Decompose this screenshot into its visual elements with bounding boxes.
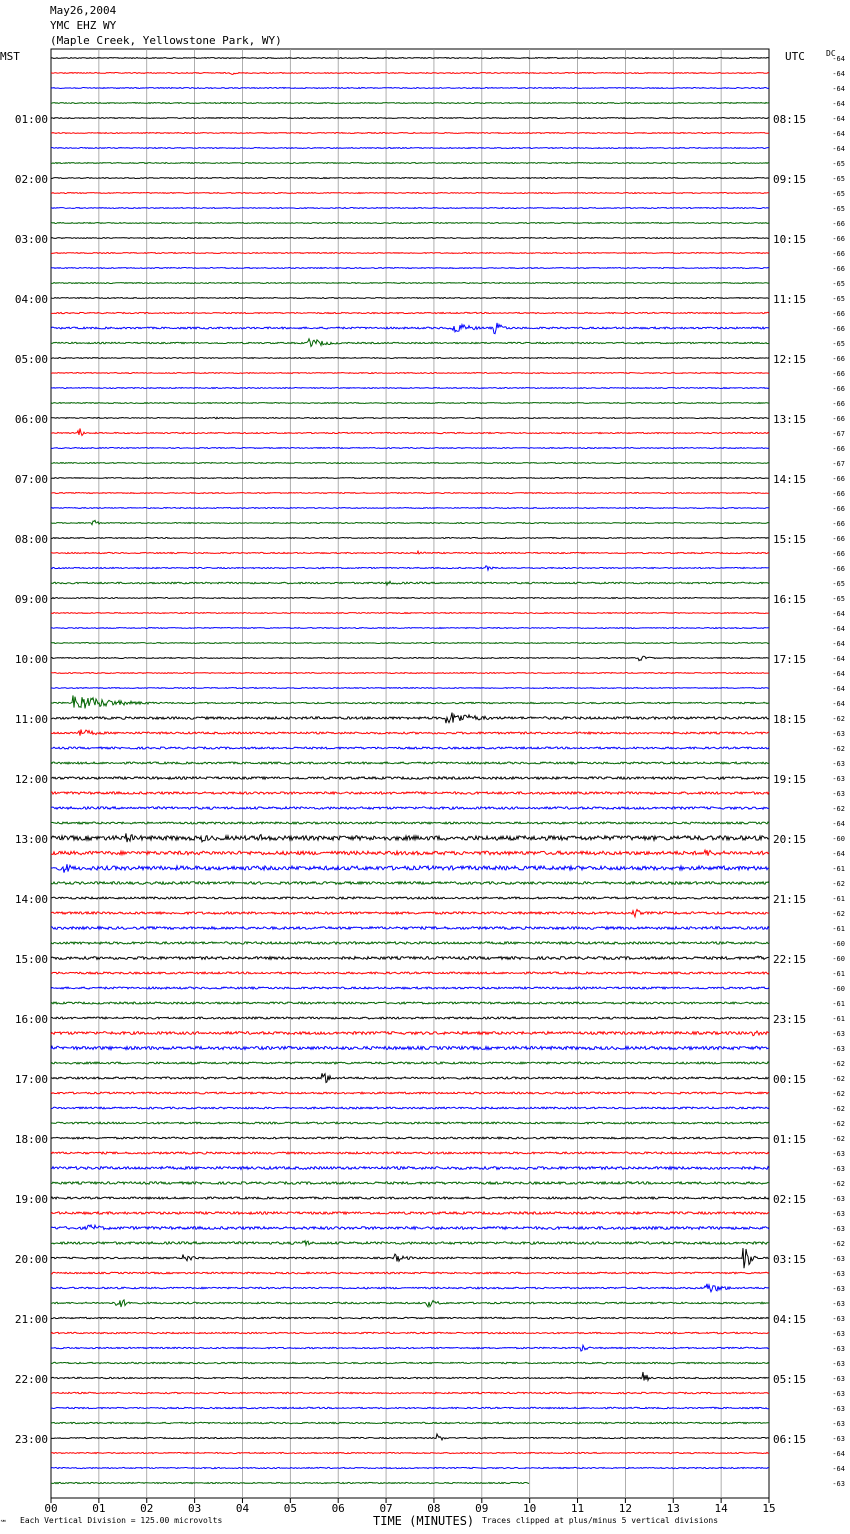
x-tick-label: 14 bbox=[714, 1502, 728, 1515]
utc-label: UTC bbox=[785, 50, 805, 63]
utc-hour-label: 18:15 bbox=[773, 713, 807, 726]
trace-line-63 bbox=[51, 1002, 769, 1004]
trace-line-47 bbox=[51, 762, 769, 764]
x-tick-label: 06 bbox=[331, 1502, 345, 1515]
utc-hour-label: 22:15 bbox=[773, 953, 807, 966]
dc-offset-label: -66 bbox=[832, 220, 845, 228]
trace-line-3 bbox=[51, 103, 769, 104]
dc-offset-label: -64 bbox=[832, 655, 845, 663]
trace-line-68 bbox=[51, 1073, 769, 1082]
dc-offset-label: -66 bbox=[832, 265, 845, 273]
dc-offset-label: -63 bbox=[832, 790, 845, 798]
dc-offset-label: -62 bbox=[832, 1120, 845, 1128]
dc-offset-label: -64 bbox=[832, 625, 845, 633]
trace-line-15 bbox=[51, 283, 769, 284]
x-tick-label: 04 bbox=[235, 1502, 250, 1515]
trace-line-10 bbox=[51, 208, 769, 209]
dc-offset-label: -64 bbox=[832, 700, 845, 708]
dc-offset-label: -61 bbox=[832, 1015, 845, 1023]
trace-line-58 bbox=[51, 927, 769, 930]
x-tick-label: 02 bbox=[140, 1502, 154, 1515]
dc-offset-label: -64 bbox=[832, 685, 845, 693]
dc-offset-label: -60 bbox=[832, 985, 845, 993]
mst-hour-label: 23:00 bbox=[14, 1433, 48, 1446]
dc-offset-label: -66 bbox=[832, 565, 845, 573]
trace-line-79 bbox=[51, 1241, 769, 1245]
dc-offset-label: -63 bbox=[832, 1405, 845, 1413]
dc-offset-label: -61 bbox=[832, 865, 845, 873]
dc-offset-label: -66 bbox=[832, 355, 845, 363]
trace-line-51 bbox=[51, 822, 769, 824]
utc-hour-label: 05:15 bbox=[773, 1373, 807, 1386]
dc-offset-label: -64 bbox=[832, 670, 845, 678]
dc-offset-label: -66 bbox=[832, 505, 845, 513]
trace-line-43 bbox=[51, 695, 769, 708]
trace-line-90 bbox=[51, 1407, 769, 1408]
trace-line-55 bbox=[51, 882, 769, 885]
mst-hour-label: 08:00 bbox=[14, 533, 48, 546]
trace-line-25 bbox=[51, 429, 769, 436]
x-tick-label: 11 bbox=[570, 1502, 585, 1515]
dc-offset-label: -63 bbox=[832, 775, 845, 783]
mst-hour-label: 02:00 bbox=[14, 173, 48, 186]
dc-offset-label: -62 bbox=[832, 910, 845, 918]
trace-line-7 bbox=[51, 163, 769, 164]
dc-offset-label: -62 bbox=[832, 1075, 845, 1083]
dc-offset-label: -64 bbox=[832, 610, 845, 618]
x-tick-label: 09 bbox=[475, 1502, 489, 1515]
plot-frame bbox=[51, 49, 769, 1498]
mst-hour-label: 18:00 bbox=[14, 1133, 48, 1146]
trace-line-53 bbox=[51, 850, 769, 856]
dc-offset-label: -65 bbox=[832, 340, 845, 348]
trace-line-30 bbox=[51, 508, 769, 509]
dc-offset-label: -62 bbox=[832, 805, 845, 813]
trace-line-8 bbox=[51, 178, 769, 179]
mst-hour-label: 06:00 bbox=[14, 413, 48, 426]
trace-line-11 bbox=[51, 223, 769, 224]
mst-hour-label: 21:00 bbox=[14, 1313, 48, 1326]
dc-offset-label: -63 bbox=[832, 1435, 845, 1443]
dc-offset-label: -62 bbox=[832, 715, 845, 723]
dc-offset-label: -64 bbox=[832, 145, 845, 153]
x-tick-label: 01 bbox=[92, 1502, 106, 1515]
dc-offset-label: -63 bbox=[832, 760, 845, 768]
trace-line-5 bbox=[51, 133, 769, 134]
mst-hour-label: 19:00 bbox=[14, 1193, 48, 1206]
utc-hour-label: 20:15 bbox=[773, 833, 807, 846]
dc-offset-label: -63 bbox=[832, 1420, 845, 1428]
x-tick-label: 10 bbox=[523, 1502, 537, 1515]
mst-hour-label: 20:00 bbox=[14, 1253, 48, 1266]
trace-line-18 bbox=[51, 323, 769, 334]
utc-hour-label: 11:15 bbox=[773, 293, 807, 306]
dc-offset-label: -64 bbox=[832, 100, 845, 108]
trace-line-76 bbox=[51, 1197, 769, 1199]
utc-hour-label: 00:15 bbox=[773, 1073, 807, 1086]
dc-offset-label: -62 bbox=[832, 1060, 845, 1068]
trace-line-59 bbox=[51, 942, 769, 944]
trace-line-77 bbox=[51, 1212, 769, 1214]
trace-line-56 bbox=[51, 897, 769, 899]
trace-line-54 bbox=[51, 864, 769, 872]
mst-hour-label: 17:00 bbox=[14, 1073, 48, 1086]
dc-offset-label: -66 bbox=[832, 250, 845, 258]
trace-line-86 bbox=[51, 1345, 769, 1351]
mst-hour-label: 07:00 bbox=[14, 473, 48, 486]
trace-line-67 bbox=[51, 1062, 769, 1064]
utc-hour-label: 14:15 bbox=[773, 473, 807, 486]
trace-line-88 bbox=[51, 1372, 769, 1381]
corner-mark: ℠ bbox=[0, 1519, 8, 1527]
trace-line-2 bbox=[51, 88, 769, 89]
x-tick-label: 15 bbox=[762, 1502, 776, 1515]
dc-offset-label: -63 bbox=[832, 1270, 845, 1278]
dc-offset-label: -66 bbox=[832, 325, 845, 333]
trace-line-26 bbox=[51, 448, 769, 449]
dc-offset-label: -63 bbox=[832, 1390, 845, 1398]
dc-offset-label: -65 bbox=[832, 190, 845, 198]
dc-offset-label: -67 bbox=[832, 430, 845, 438]
trace-line-52 bbox=[51, 833, 769, 842]
utc-hour-label: 19:15 bbox=[773, 773, 807, 786]
dc-offset-label: -62 bbox=[832, 1105, 845, 1113]
station-label: YMC EHZ WY bbox=[50, 19, 117, 32]
dc-offset-label: -63 bbox=[832, 1360, 845, 1368]
trace-line-27 bbox=[51, 463, 769, 464]
mst-hour-label: 13:00 bbox=[14, 833, 48, 846]
trace-line-57 bbox=[51, 910, 769, 917]
mst-hour-label: 12:00 bbox=[14, 773, 48, 786]
trace-line-35 bbox=[51, 581, 769, 585]
utc-hour-label: 08:15 bbox=[773, 113, 807, 126]
x-axis-title: TIME (MINUTES) bbox=[373, 1514, 475, 1528]
trace-line-31 bbox=[51, 520, 769, 524]
dc-offset-label: -62 bbox=[832, 745, 845, 753]
utc-hour-label: 15:15 bbox=[773, 533, 807, 546]
trace-line-65 bbox=[51, 1031, 769, 1036]
dc-offset-label: -66 bbox=[832, 550, 845, 558]
mst-hour-label: 15:00 bbox=[14, 953, 48, 966]
dc-offset-label: -66 bbox=[832, 490, 845, 498]
dc-offset-label: -64 bbox=[832, 1450, 845, 1458]
trace-line-48 bbox=[51, 777, 769, 779]
x-tick-label: 00 bbox=[44, 1502, 58, 1515]
trace-line-82 bbox=[51, 1284, 769, 1292]
trace-line-0 bbox=[51, 58, 769, 59]
trace-line-69 bbox=[51, 1092, 769, 1094]
dc-offset-label: -63 bbox=[832, 1285, 845, 1293]
dc-offset-label: -64 bbox=[832, 820, 845, 828]
trace-line-89 bbox=[51, 1392, 769, 1393]
dc-offset-label: -63 bbox=[832, 1480, 845, 1488]
trace-line-17 bbox=[51, 312, 769, 313]
dc-offset-label: -64 bbox=[832, 1465, 845, 1473]
trace-line-91 bbox=[51, 1422, 769, 1423]
dc-offset-label: -66 bbox=[832, 445, 845, 453]
dc-offset-label: -64 bbox=[832, 70, 845, 78]
mst-hour-label: 11:00 bbox=[14, 713, 48, 726]
trace-line-24 bbox=[51, 417, 769, 419]
trace-line-94 bbox=[51, 1467, 769, 1468]
mst-hour-label: 09:00 bbox=[14, 593, 48, 606]
dc-offset-label: -64 bbox=[832, 85, 845, 93]
utc-hour-label: 03:15 bbox=[773, 1253, 807, 1266]
location-label: (Maple Creek, Yellowstone Park, WY) bbox=[50, 34, 282, 47]
trace-line-93 bbox=[51, 1452, 769, 1453]
utc-hour-label: 21:15 bbox=[773, 893, 807, 906]
trace-line-20 bbox=[51, 358, 769, 359]
dc-offset-label: -64 bbox=[832, 115, 845, 123]
dc-offset-label: -66 bbox=[832, 520, 845, 528]
dc-offset-label: -62 bbox=[832, 1240, 845, 1248]
trace-line-62 bbox=[51, 987, 769, 989]
utc-hour-label: 06:15 bbox=[773, 1433, 807, 1446]
trace-line-22 bbox=[51, 388, 769, 389]
trace-line-61 bbox=[51, 972, 769, 974]
trace-line-34 bbox=[51, 566, 769, 570]
dc-offset-label: -63 bbox=[832, 1255, 845, 1263]
clip-note: Traces clipped at plus/minus 5 vertical divisions bbox=[482, 1516, 719, 1525]
dc-offset-label: -60 bbox=[832, 955, 845, 963]
date-label: May26,2004 bbox=[50, 4, 117, 17]
dc-offset-label: -61 bbox=[832, 925, 845, 933]
dc-offset-label: -65 bbox=[832, 295, 845, 303]
trace-line-72 bbox=[51, 1137, 769, 1139]
trace-line-1 bbox=[51, 73, 769, 75]
trace-line-4 bbox=[51, 118, 769, 119]
trace-line-37 bbox=[51, 613, 769, 614]
trace-line-84 bbox=[51, 1317, 769, 1318]
dc-offset-label: -60 bbox=[832, 835, 845, 843]
trace-line-81 bbox=[51, 1272, 769, 1274]
trace-line-83 bbox=[51, 1300, 769, 1307]
utc-hour-label: 17:15 bbox=[773, 653, 807, 666]
mst-hour-label: 22:00 bbox=[14, 1373, 48, 1386]
dc-offset-label: -63 bbox=[832, 1045, 845, 1053]
trace-line-64 bbox=[51, 1017, 769, 1019]
trace-line-28 bbox=[51, 478, 769, 479]
dc-offset-label: -63 bbox=[832, 1300, 845, 1308]
trace-line-92 bbox=[51, 1434, 769, 1440]
trace-line-13 bbox=[51, 253, 769, 254]
utc-hour-label: 04:15 bbox=[773, 1313, 807, 1326]
trace-line-75 bbox=[51, 1182, 769, 1184]
utc-hour-label: 02:15 bbox=[773, 1193, 807, 1206]
dc-offset-label: -66 bbox=[832, 235, 845, 243]
mst-hour-label: 05:00 bbox=[14, 353, 48, 366]
utc-hour-label: 10:15 bbox=[773, 233, 807, 246]
trace-line-42 bbox=[51, 688, 769, 689]
trace-line-49 bbox=[51, 792, 769, 794]
dc-offset-label: -61 bbox=[832, 895, 845, 903]
trace-line-87 bbox=[51, 1362, 769, 1363]
x-tick-label: 13 bbox=[666, 1502, 680, 1515]
dc-offset-label: -63 bbox=[832, 1225, 845, 1233]
dc-offset-label: -63 bbox=[832, 1195, 845, 1203]
dc-offset-label: -64 bbox=[832, 130, 845, 138]
trace-line-45 bbox=[51, 730, 769, 736]
dc-offset-label: -61 bbox=[832, 1000, 845, 1008]
mst-hour-label: 10:00 bbox=[14, 653, 48, 666]
utc-hour-label: 12:15 bbox=[773, 353, 807, 366]
x-tick-label: 07 bbox=[379, 1502, 393, 1515]
dc-offset-label: -62 bbox=[832, 1135, 845, 1143]
x-tick-label: 12 bbox=[618, 1502, 633, 1515]
dc-offset-label: -63 bbox=[832, 1210, 845, 1218]
trace-line-74 bbox=[51, 1167, 769, 1170]
dc-offset-label: -65 bbox=[832, 595, 845, 603]
dc-offset-label: -63 bbox=[832, 1030, 845, 1038]
trace-line-12 bbox=[51, 238, 769, 239]
trace-line-66 bbox=[51, 1046, 769, 1049]
dc-offset-label: -63 bbox=[832, 1375, 845, 1383]
trace-line-50 bbox=[51, 807, 769, 809]
mst-hour-label: 16:00 bbox=[14, 1013, 48, 1026]
trace-line-39 bbox=[51, 643, 769, 644]
trace-line-14 bbox=[51, 268, 769, 269]
dc-offset-label: -66 bbox=[832, 415, 845, 423]
x-tick-label: 08 bbox=[427, 1502, 441, 1515]
utc-hour-label: 01:15 bbox=[773, 1133, 807, 1146]
dc-offset-label: -66 bbox=[832, 385, 845, 393]
trace-line-70 bbox=[51, 1107, 769, 1109]
dc-offset-label: -63 bbox=[832, 1150, 845, 1158]
trace-line-71 bbox=[51, 1122, 769, 1124]
dc-offset-label: -67 bbox=[832, 460, 845, 468]
dc-offset-label: -65 bbox=[832, 280, 845, 288]
dc-offset-label: -66 bbox=[832, 370, 845, 378]
trace-line-36 bbox=[51, 598, 769, 599]
dc-offset-label: -64 bbox=[832, 850, 845, 858]
trace-line-44 bbox=[51, 713, 769, 724]
trace-line-78 bbox=[51, 1225, 769, 1230]
mst-hour-label: 14:00 bbox=[14, 893, 48, 906]
trace-line-29 bbox=[51, 493, 769, 494]
trace-line-40 bbox=[51, 656, 769, 660]
dc-offset-label: -66 bbox=[832, 475, 845, 483]
dc-offset-label: -62 bbox=[832, 880, 845, 888]
utc-hour-label: 16:15 bbox=[773, 593, 807, 606]
dc-offset-label: -64 bbox=[832, 640, 845, 648]
trace-line-9 bbox=[51, 193, 769, 194]
x-tick-label: 05 bbox=[283, 1502, 297, 1515]
trace-line-41 bbox=[51, 673, 769, 674]
dc-offset-label: -66 bbox=[832, 535, 845, 543]
dc-offset-label: -65 bbox=[832, 205, 845, 213]
trace-line-85 bbox=[51, 1332, 769, 1333]
dc-offset-label: -62 bbox=[832, 1180, 845, 1188]
trace-line-23 bbox=[51, 403, 769, 404]
trace-line-33 bbox=[51, 551, 769, 554]
dc-offset-label: -61 bbox=[832, 970, 845, 978]
dc-offset-label: -60 bbox=[832, 940, 845, 948]
mst-label: MST bbox=[0, 50, 20, 63]
trace-line-19 bbox=[51, 339, 769, 347]
dc-label: DC bbox=[826, 49, 836, 58]
trace-line-73 bbox=[51, 1152, 769, 1154]
trace-line-21 bbox=[51, 373, 769, 374]
utc-hour-label: 13:15 bbox=[773, 413, 807, 426]
utc-hour-label: 23:15 bbox=[773, 1013, 807, 1026]
dc-offset-label: -66 bbox=[832, 310, 845, 318]
trace-line-46 bbox=[51, 747, 769, 749]
dc-offset-label: -63 bbox=[832, 1345, 845, 1353]
dc-offset-label: -63 bbox=[832, 730, 845, 738]
utc-hour-label: 09:15 bbox=[773, 173, 807, 186]
dc-offset-label: -62 bbox=[832, 1090, 845, 1098]
trace-line-60 bbox=[51, 956, 769, 959]
trace-line-38 bbox=[51, 628, 769, 629]
trace-line-80 bbox=[51, 1248, 769, 1268]
dc-offset-label: -65 bbox=[832, 160, 845, 168]
mst-hour-label: 03:00 bbox=[14, 233, 48, 246]
trace-line-6 bbox=[51, 148, 769, 149]
mst-hour-label: 01:00 bbox=[14, 113, 48, 126]
dc-offset-label: -63 bbox=[832, 1315, 845, 1323]
dc-offset-label: -63 bbox=[832, 1165, 845, 1173]
trace-line-16 bbox=[51, 298, 769, 299]
scale-note: Each Vertical Division = 125.00 microvolts bbox=[20, 1516, 223, 1525]
mst-hour-label: 04:00 bbox=[14, 293, 48, 306]
trace-line-32 bbox=[51, 538, 769, 539]
dc-offset-label: -63 bbox=[832, 1330, 845, 1338]
dc-offset-label: -65 bbox=[832, 580, 845, 588]
dc-offset-label: -64 bbox=[832, 55, 845, 63]
dc-offset-label: -66 bbox=[832, 400, 845, 408]
x-tick-label: 03 bbox=[187, 1502, 202, 1515]
dc-offset-label: -65 bbox=[832, 175, 845, 183]
